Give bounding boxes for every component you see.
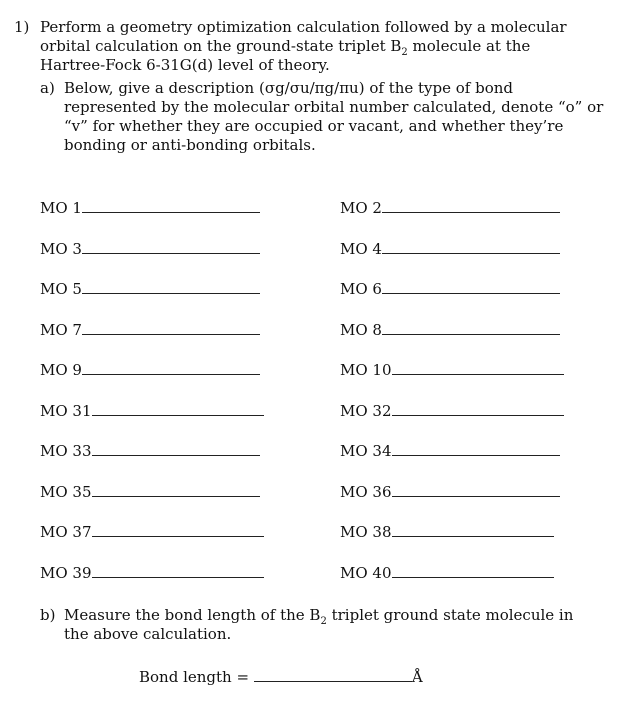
mo-row	[340, 358, 564, 399]
mo-answer-line[interactable]	[392, 358, 564, 375]
mo-label: MO 7	[40, 320, 82, 339]
mo-row	[340, 480, 564, 521]
mo-answer-line[interactable]	[392, 480, 560, 497]
mo-answer-line[interactable]	[82, 358, 260, 375]
mo-label: MO 33	[40, 442, 92, 460]
bond-length-row	[139, 665, 423, 687]
mo-label: MO 32	[340, 401, 392, 420]
mo-label: MO 1	[40, 199, 82, 217]
mo-label: MO 9	[40, 361, 82, 379]
mo-answer-line[interactable]	[382, 196, 560, 213]
mo-row	[340, 439, 564, 480]
mo-answer-line[interactable]	[392, 520, 554, 537]
mo-label: MO 35	[40, 482, 92, 501]
mo-label: MO 31	[40, 401, 92, 420]
mo-row	[40, 318, 264, 359]
mo-row	[40, 399, 264, 440]
bond-length-label: Bond length =	[139, 668, 250, 686]
part-b-text: Measure the bond length of the $B_2$ triplet ground state molecule in the above calculation.	[64, 606, 574, 643]
mo-row	[40, 358, 264, 399]
mo-row	[340, 561, 564, 602]
mo-answer-line[interactable]	[392, 399, 564, 416]
mo-row	[340, 520, 564, 561]
mo-left-column	[40, 196, 264, 601]
mo-answer-line[interactable]	[82, 237, 260, 254]
mo-label: MO 2	[340, 199, 382, 217]
bond-length-answer-line[interactable]	[254, 665, 412, 682]
mo-label: MO 36	[340, 482, 392, 501]
mo-row	[40, 480, 264, 521]
question-number: 1)	[14, 18, 30, 36]
mo-answer-line[interactable]	[82, 277, 260, 294]
mo-answer-line[interactable]	[392, 439, 560, 456]
mo-row	[40, 196, 264, 237]
mo-answer-line[interactable]	[92, 561, 264, 578]
mo-row	[340, 277, 564, 318]
mo-row	[340, 318, 564, 359]
mo-row	[40, 277, 264, 318]
mo-answer-line[interactable]	[392, 561, 554, 578]
mo-row	[40, 439, 264, 480]
mo-label: MO 4	[340, 239, 382, 258]
mo-label: MO 39	[40, 563, 92, 582]
mo-label: MO 38	[340, 523, 392, 541]
mo-row	[340, 399, 564, 440]
mo-label: MO 8	[340, 320, 382, 339]
mo-answer-line[interactable]	[92, 520, 264, 537]
mo-answer-line[interactable]	[92, 399, 264, 416]
mo-label: MO 3	[40, 239, 82, 258]
mo-answer-line[interactable]	[382, 237, 560, 254]
mo-label: MO 34	[340, 442, 392, 460]
question-text: Perform a geometry optimization calculation followed by a molecular orbital calculation on the ground-state triplet $B_2$ molecule at the Hartree-Fock 6-31G(d) level of theory.	[40, 18, 567, 74]
mo-answer-line[interactable]	[382, 318, 560, 335]
part-a-label: a)	[40, 79, 55, 97]
mo-answer-line[interactable]	[82, 318, 260, 335]
mo-right-column	[340, 196, 564, 601]
part-a-text: Below, give a description (σg/σu/πg/πu) of the type of bond represented by the molecular orbital number calculated, denote “o” or “v” for whether they are occupied or vacant, and whether they’re bonding or anti-bonding orbitals.	[64, 79, 604, 154]
mo-answer-line[interactable]	[92, 439, 260, 456]
mo-label: MO 37	[40, 523, 92, 541]
mo-label: MO 10	[340, 361, 392, 379]
mo-row	[340, 196, 564, 237]
mo-answer-line[interactable]	[382, 277, 560, 294]
bond-length-unit: Å	[411, 668, 423, 686]
mo-label: MO 6	[340, 280, 382, 298]
mo-label: MO 40	[340, 563, 392, 582]
mo-label: MO 5	[40, 280, 82, 298]
mo-row	[40, 237, 264, 278]
mo-row	[40, 520, 264, 561]
mo-answer-line[interactable]	[82, 196, 260, 213]
mo-answer-line[interactable]	[92, 480, 260, 497]
part-b-label: b)	[40, 606, 56, 624]
mo-row	[40, 561, 264, 602]
mo-row	[340, 237, 564, 278]
